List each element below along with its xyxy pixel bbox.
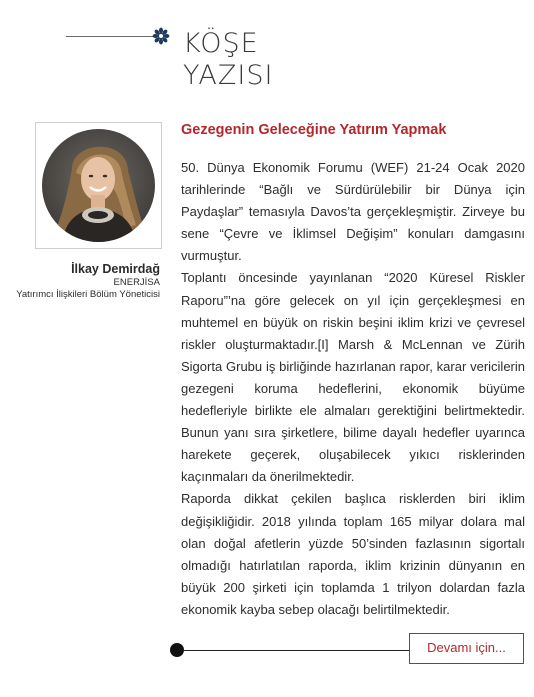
article-title: Gezegenin Geleceğine Yatırım Yapmak — [181, 122, 447, 138]
section-title — [183, 28, 273, 92]
article-paragraph-2: Toplantı öncesinde yayınlanan “2020 Küresel Riskler Raporu”’na göre gelecek on yıl için gerçekleşmesi en muhtemel en büyük on riskin beşini iklim krizi ve çevresel riskler oluşturmaktadır.[I] Marsh & McLennan ve Zürih Sigorta Grubu iş birliğinde hazırlanan rapor, karar vericilerin gezegeni koruma hedeflerini, ekonomik büyüme hedefleriyle birlikte ele almaları gerektiğini belirtmektedir. Bunun yanı sıra şirketlere, bilime dayalı hedefler uyarınca harekete geçerek, oluşabilecek yıkıcı risklerinden kaçınmaları da önerilmektedir. — [181, 270, 525, 485]
section-title-line2: YAZISI — [183, 60, 274, 91]
author-role: Yatırımcı İlişkileri Bölüm Yöneticisi — [16, 289, 160, 300]
section-title-line1: KÖŞE — [183, 28, 259, 59]
author-photo-frame — [35, 122, 162, 249]
author-company: ENERJİSA — [113, 277, 160, 288]
author-info — [16, 262, 160, 301]
footer-dot — [170, 643, 184, 657]
flower-icon — [152, 27, 170, 45]
article-paragraph-1: 50. Dünya Ekonomik Forumu (WEF) 21-24 Ocak 2020 tarihlerinde “Bağlı ve Sürdürülebilir bir Dünya için Paydaşlar” temasıyla Davos’ta gerçekleşmiştir. Zirveye bu sene “Çevre ve İklimsel Değişim” konuları damgasını vurmuştur. — [181, 160, 525, 264]
footer-rule — [183, 650, 411, 651]
article-paragraph-3: Raporda dikkat çekilen başlıca risklerden biri iklim değişikliğidir. 2018 yılında toplam 165 milyar dolara mal olan doğal afetlerin yüzde 50’sinden fazlasının sigortalı olmadığı hatırlatılan raporda, iklim krizinin dünyanın en büyük 200 şirketi için toplamda 1 trilyon dolardan fazla ekonomik kayba sebep olacağı belirtilmektedir. — [181, 491, 525, 617]
header-rule — [66, 36, 154, 37]
author-photo — [42, 129, 155, 242]
read-more-button[interactable]: Devamı için... — [409, 633, 524, 664]
author-name: İlkay Demirdağ — [71, 262, 160, 276]
article-body — [181, 157, 525, 621]
